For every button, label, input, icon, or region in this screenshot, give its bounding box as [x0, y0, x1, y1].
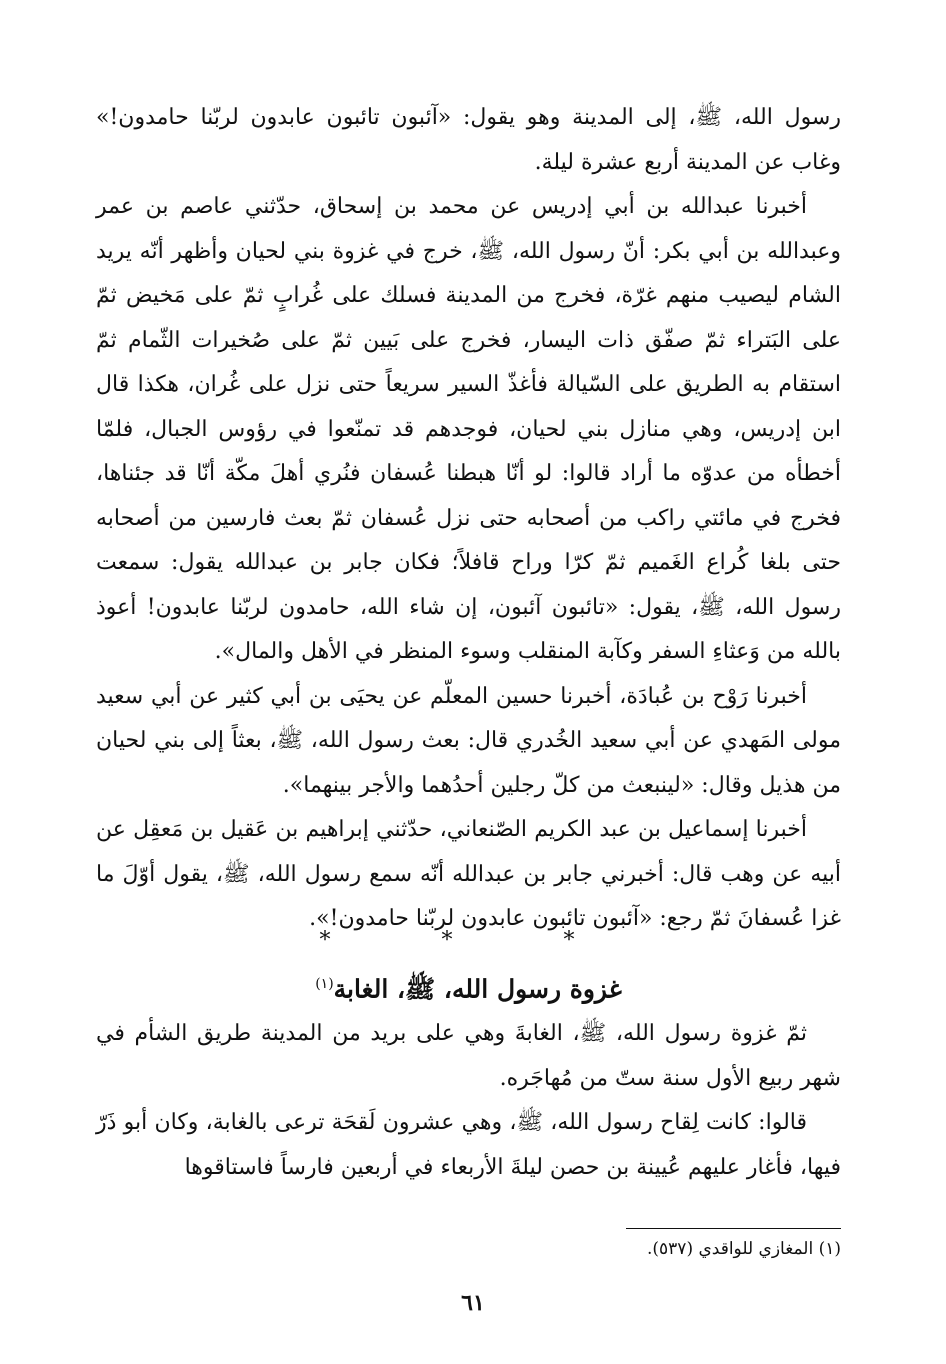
- paragraph-1: رسول الله، ﷺ، إلى المدينة وهو يقول: «آئبون تائبون عابدون لربّنا حامدون!» وغاب عن المدينة أربع عشرة ليلة.: [96, 105, 841, 175]
- section-heading: [96, 962, 841, 1011]
- paragraph-6: قالوا: كانت لِقاح رسول الله، ﷺ، وهي عشرون لَقحَة ترعى بالغابة، وكان أبو ذَرّ فيها، فأغار عليهم عُيينة بن حصن ليلةَ الأربعاء في أربعين فارساً فاستاقوها: [96, 1110, 841, 1180]
- footnote: (١) المغازي للواقدي (٥٣٧).: [646, 1239, 841, 1259]
- paragraph-5: ثمّ غزوة رسول الله، ﷺ، الغابةَ وهي على بريد من المدينة طريق الشأم في شهر ربيع الأول سنة ستّ من مُهاجَره.: [96, 1021, 841, 1091]
- body-text-top: [96, 96, 841, 942]
- footnote-divider: [626, 1228, 841, 1229]
- section-separator: * * *: [319, 928, 627, 953]
- page-number: ٦١: [461, 1290, 485, 1316]
- body-text-bottom: [96, 1012, 841, 1190]
- footnote-marker: (١): [315, 976, 334, 992]
- paragraph-3: أخبرنا رَوْح بن عُبادَة، أخبرنا حسين المعلّم عن يحيَى بن أبي كثير عن أبي سعيد مولى المَهدي عن أبي سعيد الخُدري قال: بعث رسول الله، ﷺ، بعثاً إلى بني لحيان من هذيل وقال: «لينبعث من كلّ رجلين أحدُهما والأجر بينهما».: [96, 683, 841, 798]
- paragraph-2: أخبرنا عبدالله بن أبي إدريس عن محمد بن إسحاق، حدّثني عاصم بن عمر وعبدالله بن أبي بكر: أنّ رسول الله، ﷺ، خرج في غزوة بني لحيان وأظهر أنّه يريد الشام ليصيب منهم غرّة، فخرج من المدينة فسلك على غُرابٍ ثمّ على مَخيض ثمّ على البَتراء ثمّ صفّق ذات اليسار، فخرج على بَيين ثمّ على صُخيرات الثّمام ثمّ استقام به الطريق على السّيالة فأغذّ السير سريعاً حتى نزل على غُران، هكذا قال ابن إدريس، وهي منازل بني لحيان، فوجدهم قد تمنّعوا في رؤوس الجبال، فلمّا أخطأه من عدوّه ما أراد قالوا: لو أنّا هبطنا عُسفان فنُري أهلَ مكّة أنّا قد جئناها، فخرج في مائتي راكب من أصحابه حتى نزل عُسفان ثمّ بعث فارسين من أصحابه حتى بلغا كُراع الغَميم ثمّ كرّا وراح قافلاً؛ فكان جابر بن عبدالله يقول: سمعت رسول الله، ﷺ، يقول: «تائبون آئبون، إن شاء الله، حامدون لربّنا عابدون! أعوذ بالله من وَعثاءِ السفر وكآبة المنقلب وسوء المنظر في الأهل والمال».: [96, 194, 841, 664]
- section-heading-title: غزوة رسول الله، ﷺ، الغابة: [333, 974, 622, 1004]
- paragraph-4: أخبرنا إسماعيل بن عبد الكريم الصّنعاني، حدّثني إبراهيم بن عَقيل بن مَعقِل عن أبيه عن وهب قال: أخبرني جابر بن عبدالله أنّه سمع رسول الله، ﷺ، يقول أوّلَ ما غزا عُسفانَ ثمّ رجع: «آئبون تائبون عابدون لربّنا حامدون!».: [96, 817, 841, 931]
